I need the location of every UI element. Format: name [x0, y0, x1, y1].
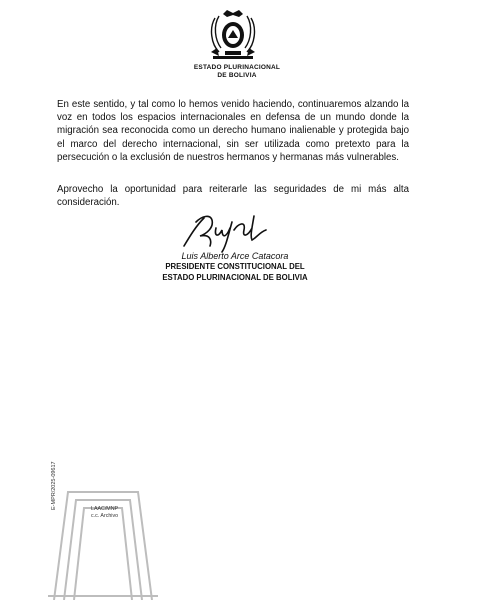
body-paragraph-1: En este sentido, y tal como lo hemos venido haciendo, continuaremos alzando la voz en todos los espacios internacionales en defensa de un mundo donde la migración sea reconocida como un derecho humano inalienable y protegida bajo el marco del derecho internacional, sin ser utilizada como pretexto para la persecución o la exclusión de nuestros hermanos y hermanas más vulnerables.: [57, 99, 409, 163]
signer-name: Luis Alberto Arce Catacora: [181, 251, 289, 261]
copy-archive: c.c. Archivo: [91, 513, 119, 519]
copy-notes: [91, 506, 118, 520]
letterhead-line-1: ESTADO PLURINACIONAL: [193, 64, 281, 71]
document-reference: E-MPR/2025-09617: [51, 461, 57, 510]
coat-of-arms-icon: [205, 8, 261, 62]
letterhead-title: [150, 64, 324, 80]
letterhead-line-2: DE BOLIVIA: [217, 72, 257, 79]
signer-title-line-1: PRESIDENTE CONSTITUCIONAL DEL: [165, 262, 305, 271]
signer-title-line-2: ESTADO PLURINACIONAL DE BOLIVIA: [162, 272, 308, 282]
signature-icon: [176, 206, 286, 254]
initials: LAAC/MNP: [91, 506, 119, 512]
body-paragraph-2: Aprovecho la oportunidad para reiterarle las seguridades de mi más alta consideración.: [57, 184, 409, 209]
signer-block: [140, 250, 330, 283]
arch-watermark-icon: [38, 484, 168, 600]
